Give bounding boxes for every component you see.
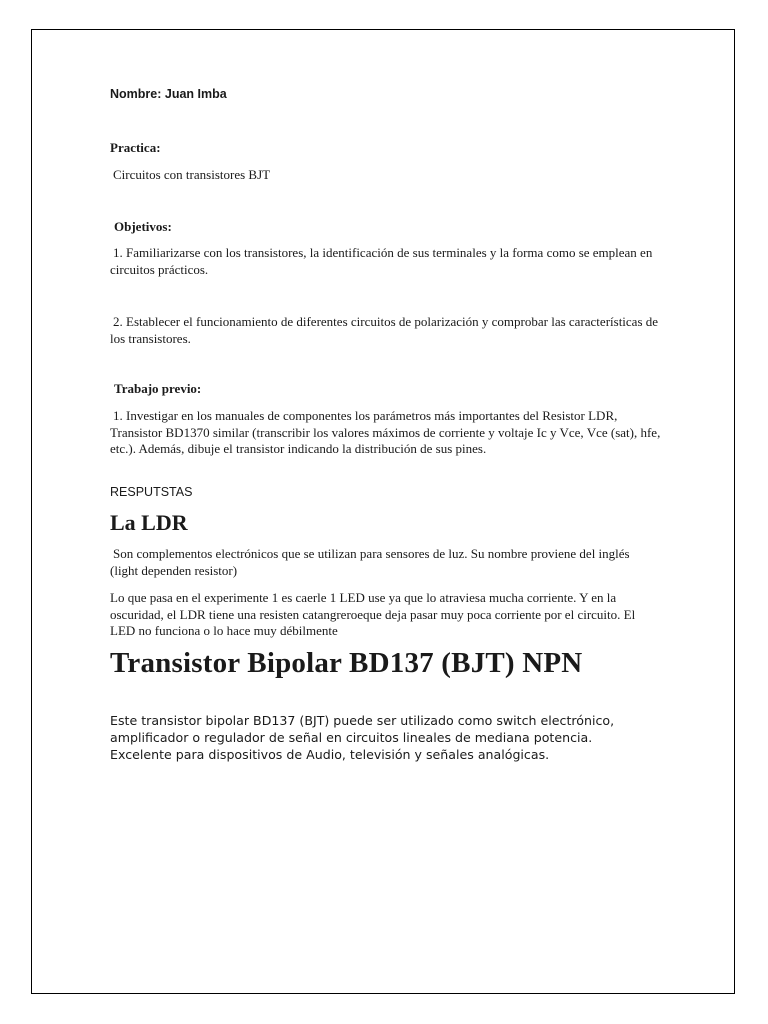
student-name: Nombre: Juan Imba	[110, 87, 227, 101]
objetivo-item-1: 1. Familiarizarse con los transistores, la identificación de sus terminales y la forma como se emplean en circuitos prácticos.	[110, 245, 653, 277]
bjt-heading: Transistor Bipolar BD137 (BJT) NPN	[110, 647, 583, 679]
trabajo-previo-label: Trabajo previo:	[114, 381, 202, 396]
respuestas-label: RESPUTSTAS	[110, 485, 193, 499]
trabajo-previo-item: 1. Investigar en los manuales de componentes los parámetros más importantes del Resistor LDR, Transistor BD1370 similar (transcribir los valores máximos de corriente y voltaje Ic y Vce, Vce (sat), hfe, etc.). Además, dibuje el transistor indicando la distribución de sus pines.	[110, 408, 661, 456]
practica-value: Circuitos con transistores BJT	[113, 167, 271, 182]
objetivos-label: Objetivos:	[114, 219, 172, 234]
document-page	[31, 29, 735, 994]
bjt-paragraph: Este transistor bipolar BD137 (BJT) puede ser utilizado como switch electrónico, amplificador o regulador de señal en circuitos lineales de mediana potencia. Excelente para dispositivos de Audio, televisión y señales analógicas.	[110, 713, 615, 762]
ldr-paragraph-1: Son complementos electrónicos que se utilizan para sensores de luz. Su nombre proviene del inglés (light dependen resistor)	[110, 546, 630, 578]
ldr-heading: La LDR	[110, 510, 188, 535]
practica-label: Practica:	[110, 140, 161, 155]
ldr-paragraph-2: Lo que pasa en el experimente 1 es caerle 1 LED use ya que lo atraviesa mucha corriente. Y en la oscuridad, el LDR tiene una resisten catangreroeque deja pasar muy poca corriente por el circuito. El LED no funciona o lo hace muy débilmente	[110, 590, 636, 638]
objetivo-item-2: 2. Establecer el funcionamiento de diferentes circuitos de polarización y comprobar las características de los transistores.	[110, 314, 659, 346]
